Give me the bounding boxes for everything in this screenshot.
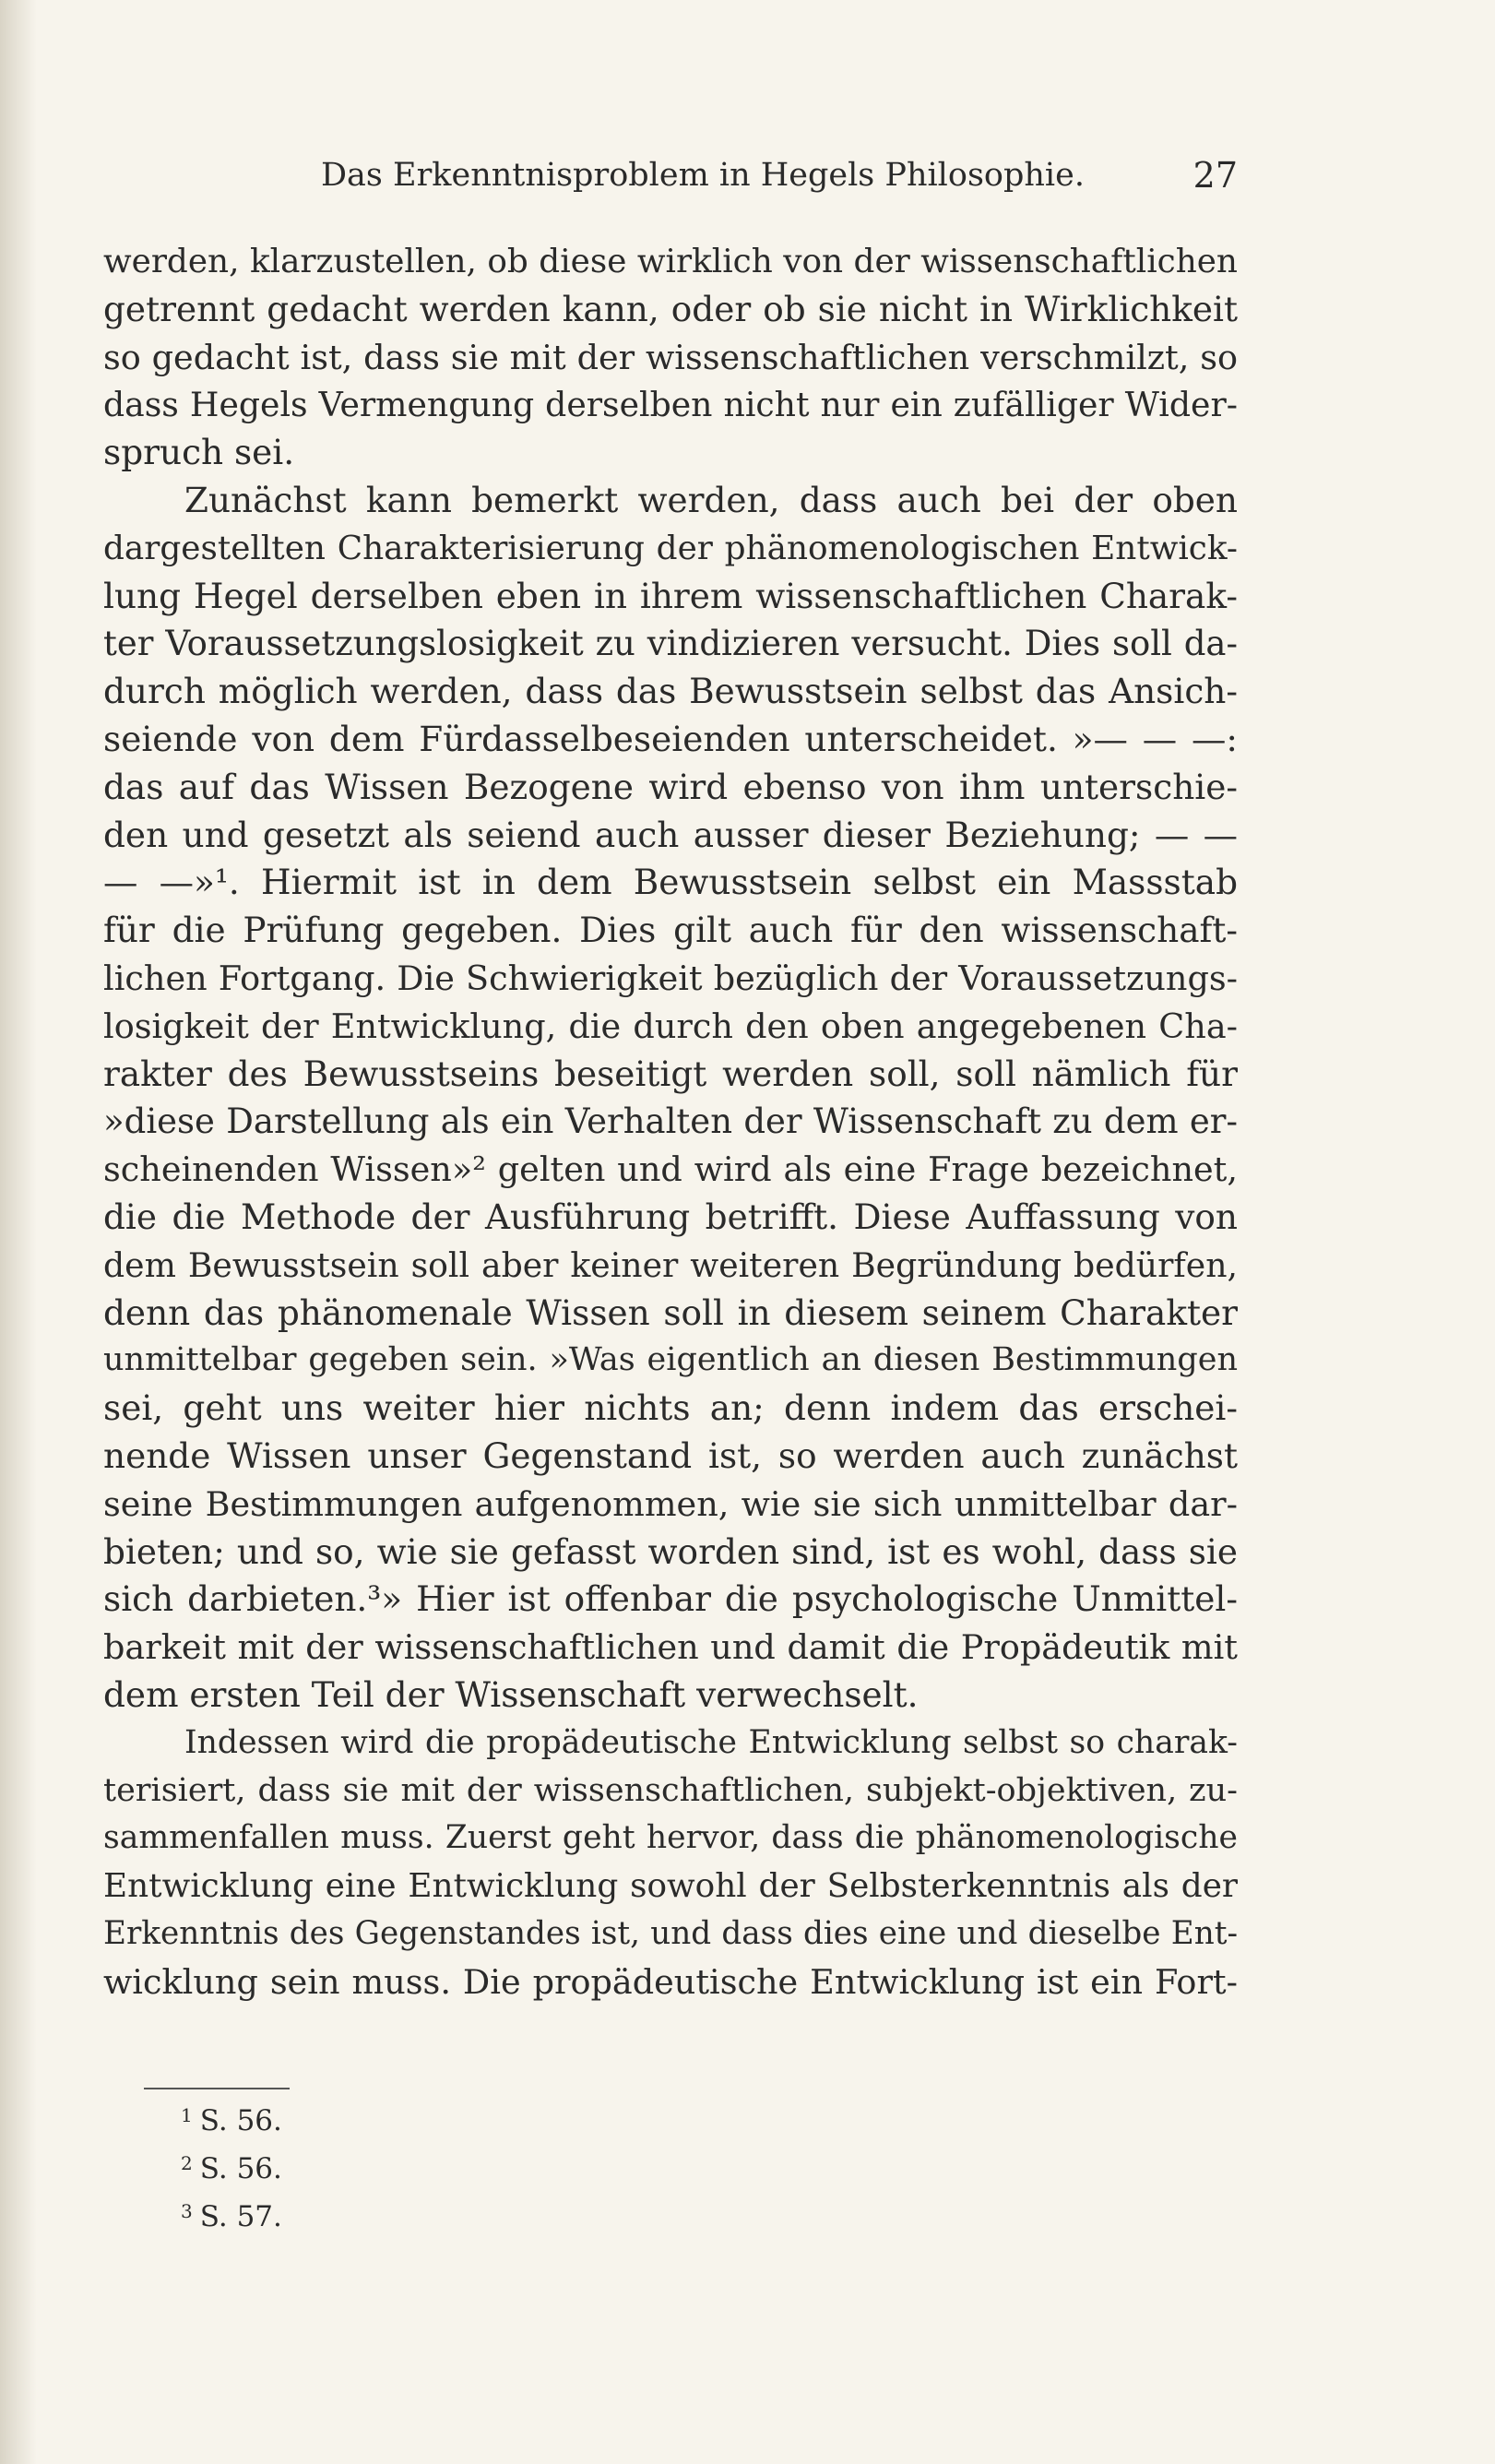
- text-line: seine Bestimmungen aufgenommen, wie sie sich unmittelbar dar-: [103, 1483, 1238, 1524]
- text-line: scheinenden Wissen»² gelten und wird als eine Frage bezeichnet,: [103, 1149, 1238, 1190]
- text-line: Erkenntnis des Gegenstandes ist, und dass dies eine und dieselbe Ent-: [103, 1914, 1238, 1952]
- text-line: dass Hegels Vermengung derselben nicht nur ein zufälliger Wider-: [103, 385, 1238, 425]
- text-line: dem Bewusstsein soll aber keiner weiteren Begründung bedürfen,: [103, 1244, 1238, 1285]
- footnote-text: S. 56.: [199, 2104, 282, 2137]
- text-line: dargestellten Charakterisierung der phänomenologischen Entwick-: [103, 529, 1238, 567]
- footnote-mark: 1: [181, 2104, 193, 2126]
- footnote-rule: [144, 2088, 290, 2089]
- footnote-mark: 2: [181, 2152, 193, 2174]
- text-line: denn das phänomenale Wissen soll in diesem seinem Charakter: [103, 1292, 1238, 1333]
- footnote: [181, 2190, 282, 2238]
- text-line: unmittelbar gegeben sein. »Was eigentlich an diesen Bestimmungen: [103, 1341, 1238, 1379]
- text-line: getrennt gedacht werden kann, oder ob sie nicht in Wirklichkeit: [103, 288, 1238, 329]
- text-line: bieten; und so, wie sie gefasst worden sind, ist es wohl, dass sie: [103, 1530, 1238, 1572]
- text-line: — —»¹. Hiermit ist in dem Bewusstsein selbst ein Massstab: [103, 862, 1238, 903]
- footnote: [181, 2142, 282, 2190]
- text-line: die die Methode der Ausführung betrifft. Diese Auffassung von: [103, 1196, 1238, 1237]
- running-title: Das Erkenntnisproblem in Hegels Philosophie.: [321, 157, 1085, 194]
- text-line: Indessen wird die propädeutische Entwicklung selbst so charak-: [184, 1723, 1238, 1761]
- text-line: für die Prüfung gegeben. Dies gilt auch für den wissenschaft-: [103, 910, 1238, 951]
- text-line: sich darbieten.³» Hier ist offenbar die psychologische Unmittel-: [103, 1578, 1238, 1620]
- text-line: dem ersten Teil der Wissenschaft verwechselt.: [103, 1673, 919, 1715]
- text-line: rakter des Bewusstseins beseitigt werden soll, soll nämlich für: [103, 1053, 1238, 1094]
- text-line: sammenfallen muss. Zuerst geht hervor, dass die phänomenologische: [103, 1819, 1238, 1857]
- footnote-text: S. 56.: [199, 2152, 282, 2185]
- text-line: »diese Darstellung als ein Verhalten der Wissenschaft zu dem er-: [103, 1101, 1238, 1142]
- body-text: [103, 238, 1238, 2006]
- footnote: [181, 2094, 282, 2142]
- footnote-mark: 3: [181, 2200, 193, 2222]
- text-line: Zunächst kann bemerkt werden, dass auch bei der oben: [184, 479, 1238, 520]
- text-line: lung Hegel derselben eben in ihrem wissenschaftlichen Charak-: [103, 575, 1238, 616]
- footnote-text: S. 57.: [199, 2200, 282, 2233]
- text-line: nende Wissen unser Gegenstand ist, so werden auch zunächst: [103, 1434, 1238, 1476]
- spine-shadow: [0, 0, 37, 2464]
- text-line: terisiert, dass sie mit der wissenschaftlichen, subjekt-objektiven, zu-: [103, 1771, 1238, 1809]
- text-line: sei, geht uns weiter hier nichts an; denn indem das erschei-: [103, 1387, 1238, 1429]
- text-line: barkeit mit der wissenschaftlichen und damit die Propädeutik mit: [103, 1627, 1238, 1668]
- page-number: 27: [1192, 155, 1238, 196]
- text-line: Entwicklung eine Entwicklung sowohl der Selbsterkenntnis als der: [103, 1867, 1238, 1906]
- text-line: so gedacht ist, dass sie mit der wissenschaftlichen verschmilzt, so: [103, 337, 1238, 377]
- running-head: [103, 148, 1238, 203]
- text-line: durch möglich werden, dass das Bewusstsein selbst das Ansich-: [103, 671, 1238, 712]
- text-line: lichen Fortgang. Die Schwierigkeit bezüglich der Voraussetzungs-: [103, 958, 1238, 998]
- text-line: wicklung sein muss. Die propädeutische Entwicklung ist ein Fort-: [103, 1961, 1238, 2002]
- text-line: ter Voraussetzungslosigkeit zu vindizieren versucht. Dies soll da-: [103, 624, 1238, 664]
- text-line: den und gesetzt als seiend auch ausser dieser Beziehung; — —: [103, 814, 1238, 855]
- text-line: seiende von dem Fürdasselbeseienden unterscheidet. »— — —:: [103, 718, 1238, 759]
- text-line: losigkeit der Entwicklung, die durch den oben angegebenen Cha-: [103, 1006, 1238, 1046]
- footnotes: [181, 2094, 282, 2238]
- text-line: werden, klarzustellen, ob diese wirklich von der wissenschaftlichen: [103, 243, 1238, 280]
- text-line: das auf das Wissen Bezogene wird ebenso von ihm unterschie-: [103, 766, 1238, 807]
- text-line: spruch sei.: [103, 432, 295, 473]
